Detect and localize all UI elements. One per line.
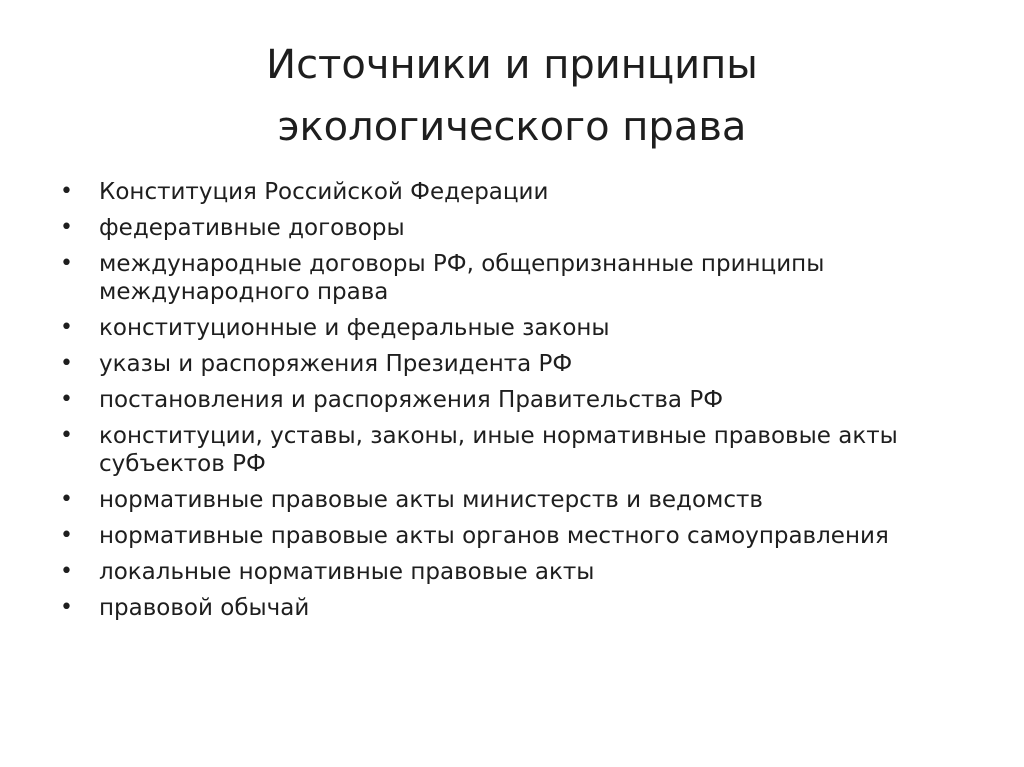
list-item-text: постановления и распоряжения Правительства РФ — [99, 387, 724, 413]
list-item-text: конституции, уставы, законы, иные нормативные правовые акты субъектов РФ — [99, 423, 898, 477]
list-item — [60, 422, 980, 478]
list-item — [60, 386, 980, 414]
list-item-text: международные договоры РФ, общепризнанные принципы международного права — [99, 251, 825, 305]
bullet-icon: • — [60, 215, 73, 240]
list-item-text: указы и распоряжения Президента РФ — [99, 351, 573, 377]
list-item-text: правовой обычай — [99, 595, 310, 621]
list-item — [60, 214, 980, 242]
slide-title — [80, 34, 944, 158]
list-item-text: федеративные договоры — [99, 215, 405, 241]
list-item — [60, 178, 980, 206]
list-item — [60, 558, 980, 586]
bullet-icon: • — [60, 315, 73, 340]
list-item-text: локальные нормативные правовые акты — [99, 559, 595, 585]
bullet-list — [60, 178, 980, 630]
bullet-icon: • — [60, 423, 73, 448]
list-item-text: конституционные и федеральные законы — [99, 315, 610, 341]
list-item — [60, 250, 980, 306]
list-item — [60, 486, 980, 514]
bullet-icon: • — [60, 351, 73, 376]
list-item-text: нормативные правовые акты министерств и ведомств — [99, 487, 763, 513]
list-item — [60, 594, 980, 622]
bullet-icon: • — [60, 523, 73, 548]
bullet-icon: • — [60, 251, 73, 276]
bullet-icon: • — [60, 487, 73, 512]
bullet-icon: • — [60, 179, 73, 204]
bullet-icon: • — [60, 387, 73, 412]
list-item — [60, 522, 980, 550]
slide-title-line-2: экологического права — [277, 104, 747, 150]
slide-title-line-1: Источники и принципы — [266, 42, 758, 88]
list-item-text: Конституция Российской Федерации — [99, 179, 549, 205]
list-item — [60, 350, 980, 378]
list-item-text: нормативные правовые акты органов местного самоуправления — [99, 523, 889, 549]
bullet-icon: • — [60, 595, 73, 620]
bullet-icon: • — [60, 559, 73, 584]
list-item — [60, 314, 980, 342]
